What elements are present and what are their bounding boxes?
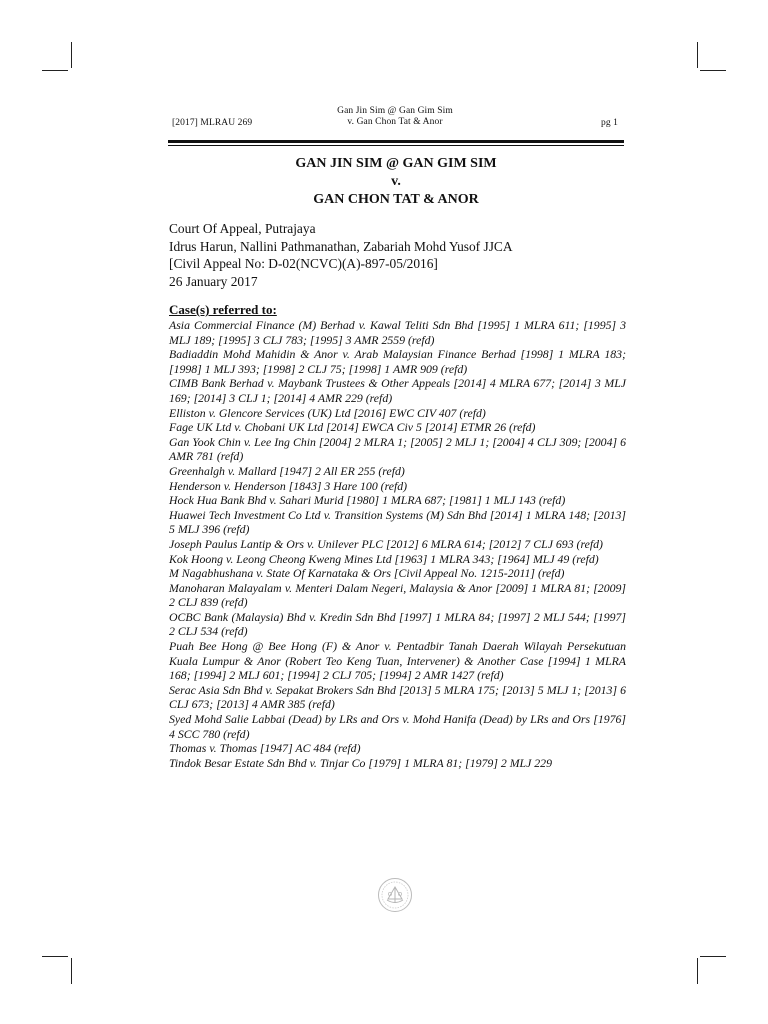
court-info — [169, 220, 625, 290]
list-item: Asia Commercial Finance (M) Berhad v. Kawal Teliti Sdn Bhd [1995] 1 MLRA 611; [1995] 3 MLJ 189; [1995] 3 CLJ 783; [1995] 3 AMR 2559 (refd) — [169, 318, 626, 347]
crop-mark-icon — [697, 958, 698, 984]
court-name: Court Of Appeal, Putrajaya — [169, 221, 316, 236]
list-item: Hock Hua Bank Bhd v. Sahari Murid [1980] 1 MLRA 687; [1981] 1 MLJ 143 (refd) — [169, 493, 566, 508]
list-item: Fage UK Ltd v. Chobani UK Ltd [2014] EWCA Civ 5 [2014] ETMR 26 (refd) — [169, 420, 536, 435]
crop-mark-icon — [700, 956, 726, 957]
case-title-line1: GAN JIN SIM @ GAN GIM SIM — [295, 156, 497, 171]
list-item: Syed Mohd Salie Labbai (Dead) by LRs and Ors v. Mohd Hanifa (Dead) by LRs and Ors [1976] 4 SCC 780 (refd) — [169, 712, 626, 741]
list-item: Badiaddin Mohd Mahidin & Anor v. Arab Malaysian Finance Berhad [1998] 1 MLRA 183; [1998] 1 MLJ 393; [1998] 2 CLJ 75; [1998] 1 AMR 909 (refd) — [169, 347, 626, 376]
list-item: M Nagabhushana v. State Of Karnataka & Ors [Civil Appeal No. 1215-2011] (refd) — [169, 566, 565, 581]
crop-mark-icon — [700, 70, 726, 71]
list-item: CIMB Bank Berhad v. Maybank Trustees & Other Appeals [2014] 4 MLRA 677; [2014] 3 MLJ 169; [2014] 3 CLJ 1; [2014] 4 AMR 229 (refd) — [169, 376, 626, 405]
list-item: Huawei Tech Investment Co Ltd v. Transition Systems (M) Sdn Bhd [2014] 1 MLRA 148; [2013] 5 MLJ 396 (refd) — [169, 507, 626, 537]
running-head-parties-line1: Gan Jin Sim @ Gan Gim Sim — [337, 106, 453, 116]
list-item: Joseph Paulus Lantip & Ors v. Unilever PLC [2012] 6 MLRA 614; [2012] 7 CLJ 693 (refd) — [169, 536, 603, 551]
page-number: pg 1 — [600, 118, 618, 128]
list-item: Greenhalgh v. Mallard [1947] 2 All ER 255 (refd) — [169, 463, 405, 478]
list-item: Elliston v. Glencore Services (UK) Ltd [2016] EWC CIV 407 (refd) — [169, 405, 486, 420]
crop-mark-icon — [42, 956, 68, 957]
running-head-parties-line2: v. Gan Chon Tat & Anor — [347, 117, 443, 127]
crop-mark-icon — [71, 958, 72, 984]
header-rule-thick — [168, 140, 624, 143]
court-seal-icon — [377, 877, 413, 913]
list-item: Thomas v. Thomas [1947] AC 484 (refd) — [169, 741, 361, 756]
crop-mark-icon — [71, 42, 72, 68]
appeal-number: [Civil Appeal No: D-02(NCVC)(A)-897-05/2016] — [169, 256, 438, 271]
cases-heading: Case(s) referred to: — [169, 302, 277, 317]
judges: Idrus Harun, Nallini Pathmanathan, Zabariah Mohd Yusof JJCA — [169, 238, 513, 254]
header-rule-thin — [168, 145, 624, 146]
citation: [2017] MLRAU 269 — [172, 118, 253, 128]
case-title-line2: v. — [391, 174, 401, 189]
judgment-date: 26 January 2017 — [169, 273, 258, 289]
list-item: OCBC Bank (Malaysia) Bhd v. Kredin Sdn Bhd [1997] 1 MLRA 84; [1997] 2 MLJ 544; [1997] 2 CLJ 534 (refd) — [169, 609, 626, 639]
list-item: Tindok Besar Estate Sdn Bhd v. Tinjar Co [1979] 1 MLRA 81; [1979] 2 MLJ 229 — [169, 755, 552, 770]
cases-list — [169, 318, 626, 770]
case-title — [168, 155, 624, 209]
list-item: Kok Hoong v. Leong Cheong Kweng Mines Ltd [1963] 1 MLRA 343; [1964] MLJ 49 (refd) — [169, 551, 599, 566]
crop-mark-icon — [42, 70, 68, 71]
running-head-parties — [172, 106, 618, 128]
crop-mark-icon — [697, 42, 698, 68]
list-item: Manoharan Malayalam v. Menteri Dalam Negeri, Malaysia & Anor [2009] 1 MLRA 81; [2009] 2 CLJ 839 (refd) — [169, 580, 626, 610]
running-head — [172, 106, 618, 132]
list-item: Henderson v. Henderson [1843] 3 Hare 100 (refd) — [169, 478, 408, 493]
list-item: Gan Yook Chin v. Lee Ing Chin [2004] 2 MLRA 1; [2005] 2 MLJ 1; [2004] 4 CLJ 309; [2004] 6 AMR 781 (refd) — [169, 434, 626, 464]
list-item: Puah Bee Hong @ Bee Hong (F) & Anor v. Pentadbir Tanah Daerah Wilayah Persekutuan Kuala Lumpur & Anor (Robert Teo Keng Tuan, Intervener) & Another Case [1994] 1 MLRA 168; [1994] 2 MLJ 601; [1994] 2 CLJ 705; [1994] 2 AMR 1427 (refd) — [169, 639, 626, 683]
list-item: Serac Asia Sdn Bhd v. Sepakat Brokers Sdn Bhd [2013] 5 MLRA 175; [2013] 5 MLJ 1; [2013] 6 CLJ 673; [2013] 4 AMR 385 (refd) — [169, 682, 626, 712]
case-title-line3: GAN CHON TAT & ANOR — [313, 192, 479, 207]
